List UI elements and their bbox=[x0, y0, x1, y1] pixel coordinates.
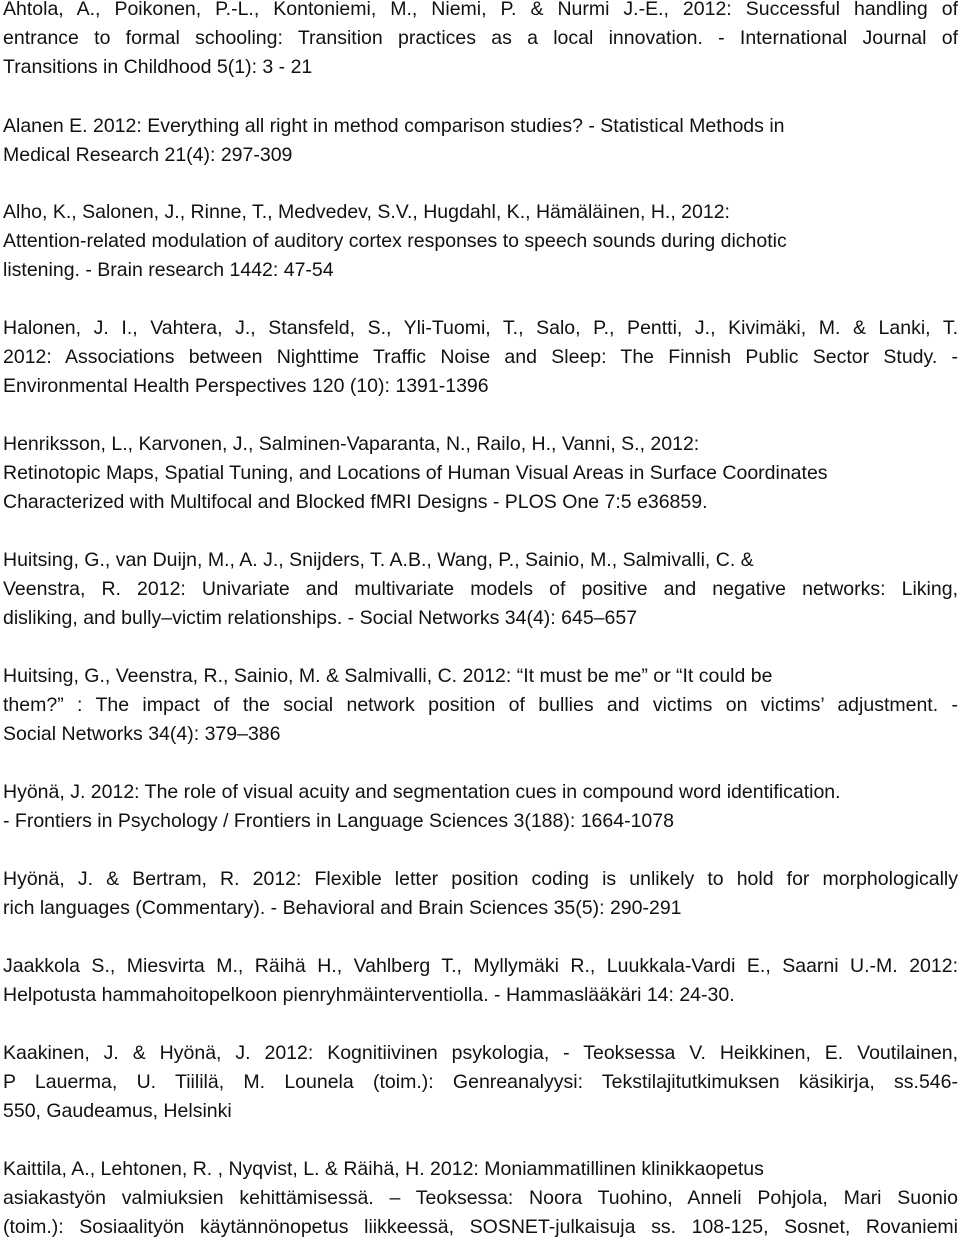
reference-line: (toim.): Sosiaalityön käytännönopetus liikkeessä, SOSNET-julkaisuja ss. 108-125, Sosnet, Rovaniemi bbox=[3, 1216, 958, 1238]
reference-line: Medical Research 21(4): 297-309 bbox=[3, 144, 293, 166]
reference-line: 2012: Associations between Nighttime Traffic Noise and Sleep: The Finnish Public Sector Study. - bbox=[3, 346, 958, 368]
reference-line: 550, Gaudeamus, Helsinki bbox=[3, 1100, 232, 1122]
reference-line: disliking, and bully–victim relationships. - Social Networks 34(4): 645–657 bbox=[3, 607, 638, 629]
reference-entry bbox=[3, 112, 958, 170]
reference-line: asiakastyön valmiuksien kehittämisessä. – Teoksessa: Noora Tuohino, Anneli Pohjola, Mari Suonio bbox=[3, 1187, 958, 1209]
reference-line: them?” : The impact of the social network position of bullies and victims on victims’ adjustment. - bbox=[3, 694, 958, 716]
reference-line: Retinotopic Maps, Spatial Tuning, and Locations of Human Visual Areas in Surface Coordinates bbox=[3, 462, 828, 484]
reference-line: Environmental Health Perspectives 120 (10): 1391-1396 bbox=[3, 375, 489, 397]
reference-line: entrance to formal schooling: Transition practices as a local innovation. - International Journal of bbox=[3, 27, 958, 49]
reference-line: Characterized with Multifocal and Blocked fMRI Designs - PLOS One 7:5 e36859. bbox=[3, 491, 708, 513]
reference-line: listening. - Brain research 1442: 47-54 bbox=[3, 259, 334, 281]
reference-line: Kaittila, A., Lehtonen, R. , Nyqvist, L. & Räihä, H. 2012: Moniammatillinen klinikkaopetus bbox=[3, 1158, 764, 1180]
reference-entry bbox=[3, 1155, 958, 1242]
reference-line: Halonen, J. I., Vahtera, J., Stansfeld, S., Yli-Tuomi, T., Salo, P., Pentti, J., Kivimäki, M. & Lanki, T. bbox=[3, 317, 958, 339]
reference-line: Veenstra, R. 2012: Univariate and multivariate models of positive and negative networks: Liking, bbox=[3, 578, 958, 600]
reference-line: Huitsing, G., Veenstra, R., Sainio, M. & Salmivalli, C. 2012: “It must be me” or “It could be bbox=[3, 665, 773, 687]
reference-entry bbox=[3, 1039, 958, 1126]
reference-line: Kaakinen, J. & Hyönä, J. 2012: Kognitiivinen psykologia, - Teoksessa V. Heikkinen, E. Voutilainen, bbox=[3, 1042, 958, 1064]
reference-entry bbox=[3, 546, 958, 633]
reference-entry bbox=[3, 865, 958, 923]
reference-line: Huitsing, G., van Duijn, M., A. J., Snijders, T. A.B., Wang, P., Sainio, M., Salmivalli, C. & bbox=[3, 549, 754, 571]
reference-line: Henriksson, L., Karvonen, J., Salminen-Vaparanta, N., Railo, H., Vanni, S., 2012: bbox=[3, 433, 700, 455]
reference-line: rich languages (Commentary). - Behavioral and Brain Sciences 35(5): 290-291 bbox=[3, 897, 682, 919]
reference-entry bbox=[3, 314, 958, 401]
reference-line: Ahtola, A., Poikonen, P.-L., Kontoniemi, M., Niemi, P. & Nurmi J.-E., 2012: Successful handling of bbox=[3, 0, 958, 20]
reference-line: Hyönä, J. 2012: The role of visual acuity and segmentation cues in compound word identification. bbox=[3, 781, 841, 803]
reference-entry bbox=[3, 198, 958, 285]
reference-line: Social Networks 34(4): 379–386 bbox=[3, 723, 281, 745]
reference-line: Transitions in Childhood 5(1): 3 - 21 bbox=[3, 56, 313, 78]
reference-line: Alanen E. 2012: Everything all right in method comparison studies? - Statistical Methods in bbox=[3, 115, 785, 137]
reference-entry bbox=[3, 952, 958, 1010]
reference-line: - Frontiers in Psychology / Frontiers in Language Sciences 3(188): 1664-1078 bbox=[3, 810, 674, 832]
reference-line: Jaakkola S., Miesvirta M., Räihä H., Vahlberg T., Myllymäki R., Luukkala-Vardi E., Saarni U.-M. 2012: bbox=[3, 955, 958, 977]
reference-entry bbox=[3, 778, 958, 836]
reference-entry bbox=[3, 0, 958, 82]
reference-line: P Lauerma, U. Tiililä, M. Lounela (toim.): Genreanalyysi: Tekstilajitutkimuksen käsikirja, ss.546- bbox=[3, 1071, 958, 1093]
reference-line: Helpotusta hammahoitopelkoon pienryhmäinterventiolla. - Hammaslääkäri 14: 24-30. bbox=[3, 984, 735, 1006]
reference-line: Alho, K., Salonen, J., Rinne, T., Medvedev, S.V., Hugdahl, K., Hämäläinen, H., 2012: bbox=[3, 201, 730, 223]
reference-line: Hyönä, J. & Bertram, R. 2012: Flexible letter position coding is unlikely to hold for morphologically bbox=[3, 868, 958, 890]
reference-entry bbox=[3, 430, 958, 517]
reference-line: Attention-related modulation of auditory cortex responses to speech sounds during dichotic bbox=[3, 230, 787, 252]
reference-entry bbox=[3, 662, 958, 749]
